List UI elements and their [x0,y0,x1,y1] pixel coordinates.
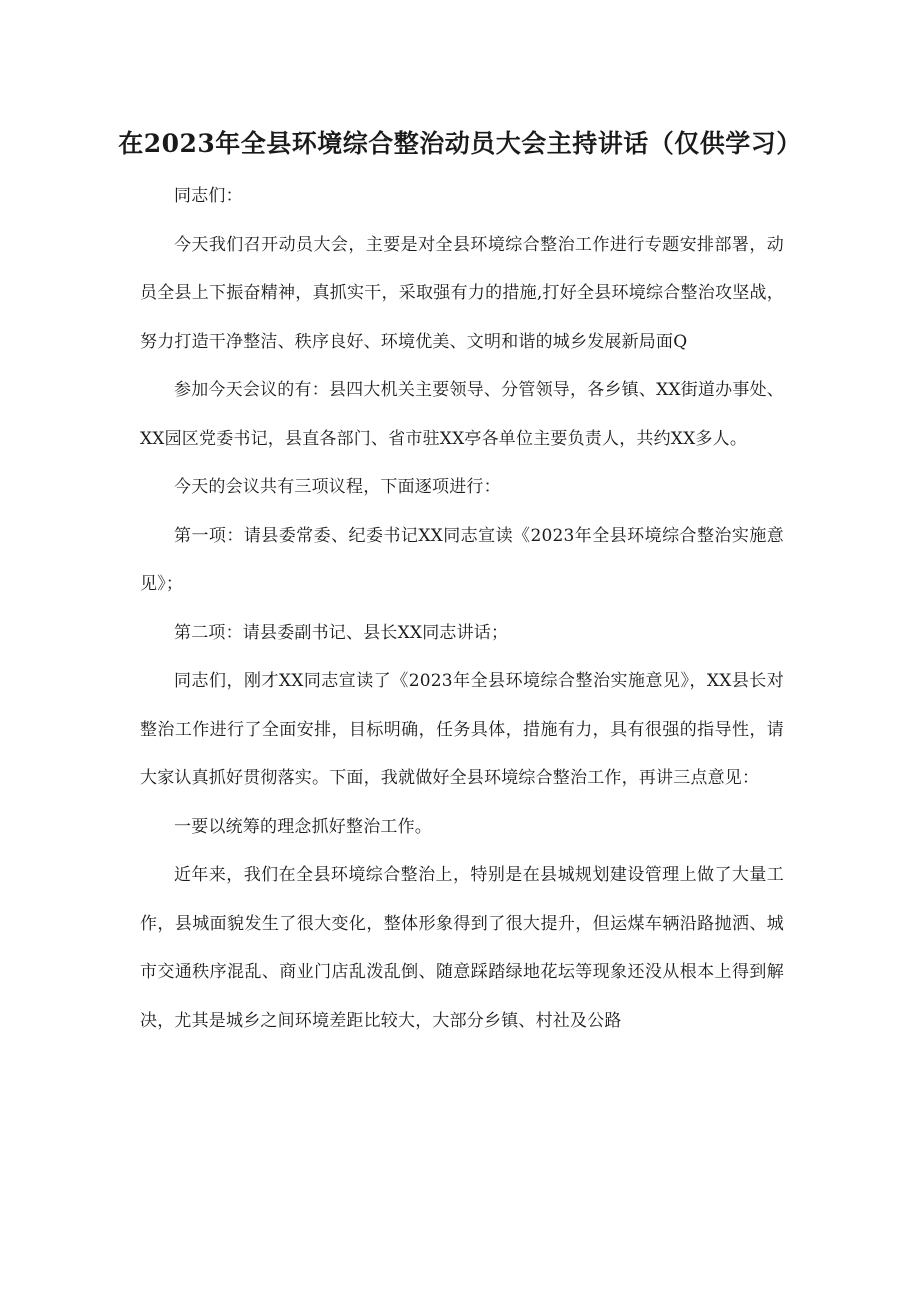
paragraph-agenda-intro: 今天的会议共有三项议程，下面逐项进行： [174,477,501,497]
paragraph-agenda-item-1: 第一项：请县委常委、纪委书记XX同志宣读《2023年全县环境综合整治实施意见》； [140,525,784,594]
paragraph-remarks: 同志们，刚才XX同志宣读了《2023年全县环境综合整治实施意见》，XX县长对整治工作进行了全面安排，目标明确，任务具体，措施有力，具有很强的指导性，请大家认真抓好贯彻落实。下面，我就做好全县环境综合整治工作，再讲三点意见： [140,671,784,788]
paragraph-agenda-item-2: 第二项：请县委副书记、县长XX同志讲话； [174,622,509,643]
paragraph-attendees: 参加今天会议的有：县四大机关主要领导、分管领导，各乡镇、XX街道办事处、XX园区党委书记，县直各部门、省市驻XX亭各单位主要负责人，共约XX多人。 [140,380,784,449]
paragraph-salutation: 同志们： [174,186,243,206]
document-body [140,172,784,1045]
paragraph-intro: 今天我们召开动员大会，主要是对全县环境综合整治工作进行专题安排部署，动员全县上下振奋精神，真抓实干，采取强有力的措施,打好全县环境综合整治攻坚战，努力打造干净整洁、秩序良好、环境优美、文明和谐的城乡发展新局面Q [140,234,784,352]
paragraph-point-1-body: 近年来，我们在全县环境综合整治上，特别是在县城规划建设管理上做了大量工作，县城面貌发生了很大变化，整体形象得到了很大提升，但运煤车辆沿路抛洒、城市交通秩序混乱、商业门店乱泼乱倒、随意踩踏绿地花坛等现象还没从根本上得到解决，尤其是城乡之间环境差距比较大，大部分乡镇、村社及公路 [140,865,784,1031]
paragraph-point-1-heading: 一要以统筹的理念抓好整治工作。 [174,816,432,837]
document-title: 在2023年全县环境综合整治动员大会主持讲话（仅供学习） [118,129,802,158]
